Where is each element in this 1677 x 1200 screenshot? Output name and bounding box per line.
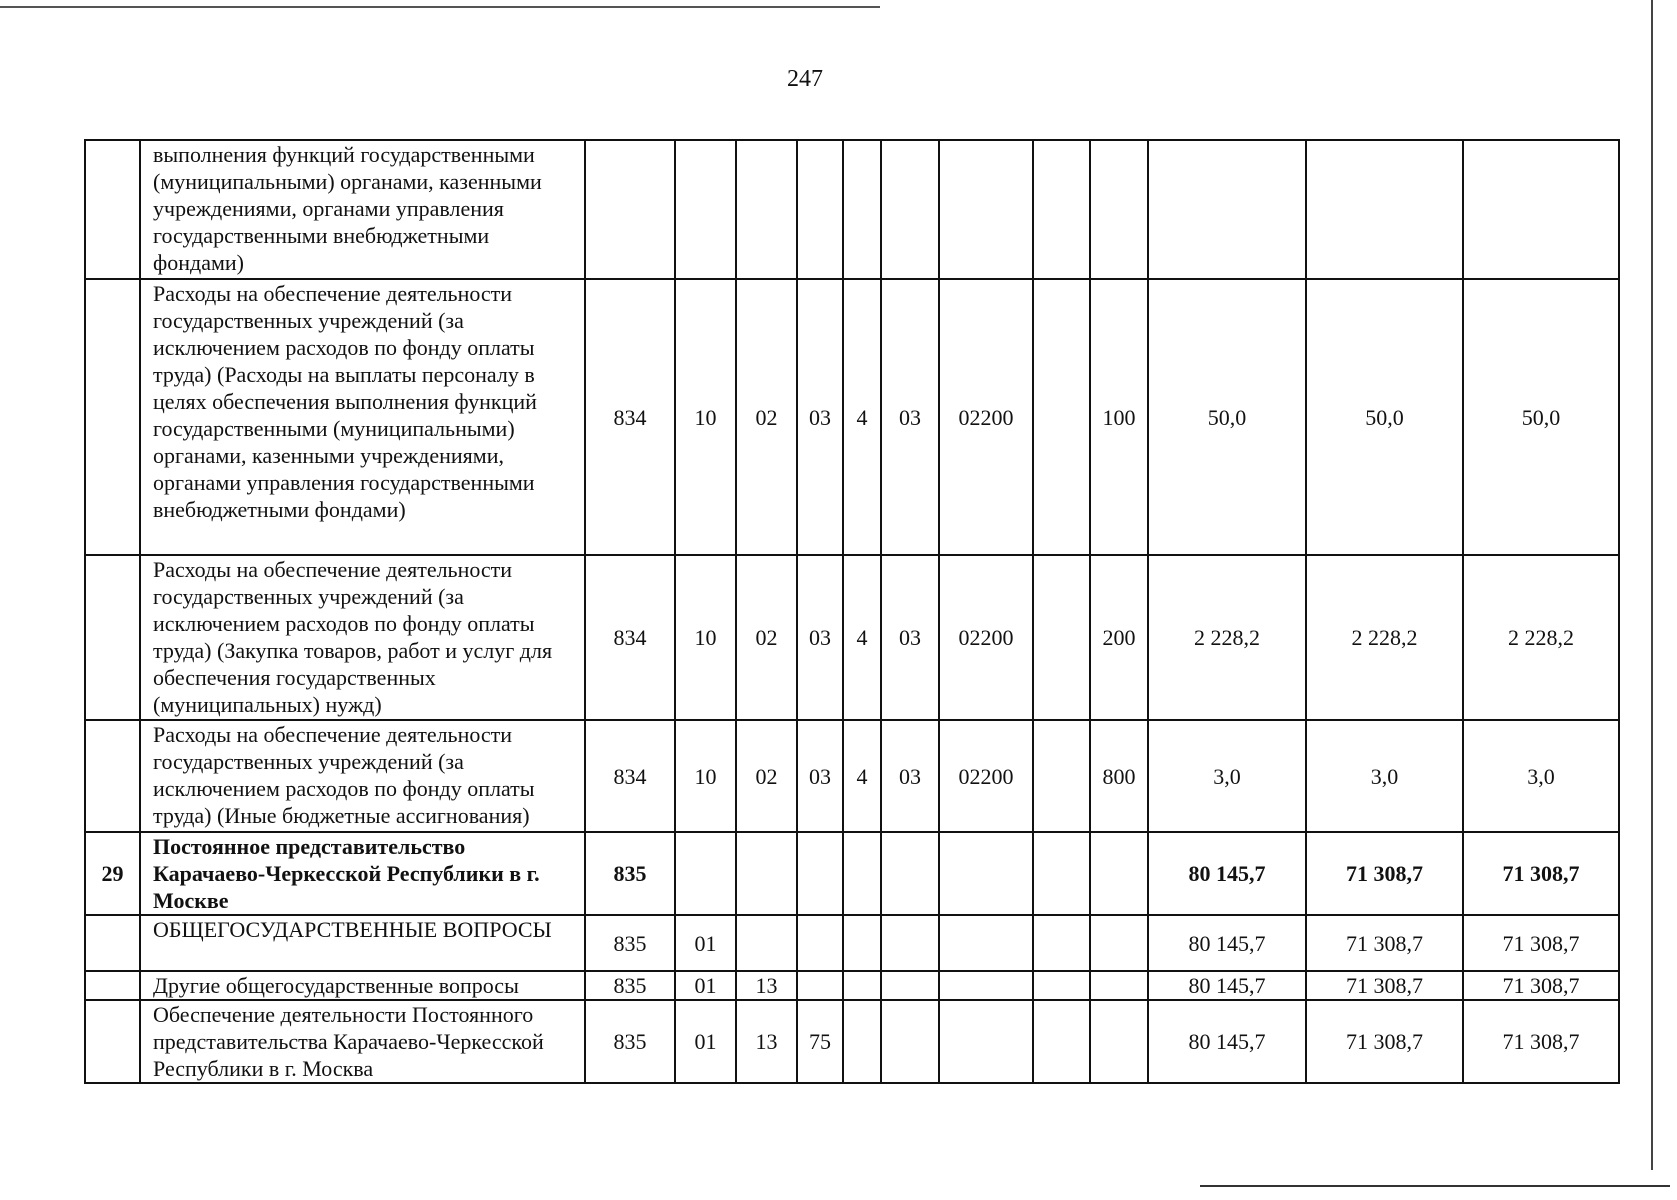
code-subsection — [736, 140, 797, 279]
code-program-type — [843, 915, 881, 971]
scan-edge-bottom — [1200, 1185, 1670, 1187]
code-subsection: 02 — [736, 555, 797, 720]
code-extra — [1033, 1000, 1090, 1083]
code-expense-type — [1090, 140, 1148, 279]
code-subprogram — [881, 1000, 939, 1083]
table-row — [85, 832, 1619, 915]
code-expense-type — [1090, 1000, 1148, 1083]
code-section — [675, 140, 736, 279]
table-row — [85, 720, 1619, 832]
code-expense-type — [1090, 915, 1148, 971]
code-subsection: 02 — [736, 279, 797, 555]
amount-year-1: 2 228,2 — [1148, 555, 1306, 720]
code-direction: 02200 — [939, 555, 1033, 720]
table-row — [85, 971, 1619, 1000]
code-department: 835 — [585, 971, 675, 1000]
code-expense-type — [1090, 971, 1148, 1000]
scan-edge-top — [0, 6, 880, 8]
amount-year-1 — [1148, 140, 1306, 279]
code-direction: 02200 — [939, 279, 1033, 555]
code-subsection — [736, 832, 797, 915]
amount-year-1: 80 145,7 — [1148, 915, 1306, 971]
amount-year-3: 71 308,7 — [1463, 832, 1619, 915]
code-program: 03 — [797, 555, 843, 720]
amount-year-2: 2 228,2 — [1306, 555, 1463, 720]
amount-year-1: 80 145,7 — [1148, 971, 1306, 1000]
code-program — [797, 140, 843, 279]
code-direction — [939, 140, 1033, 279]
code-expense-type — [1090, 832, 1148, 915]
code-direction: 02200 — [939, 720, 1033, 832]
amount-year-3: 71 308,7 — [1463, 915, 1619, 971]
amount-year-2: 71 308,7 — [1306, 1000, 1463, 1083]
code-program-type — [843, 140, 881, 279]
row-description: Расходы на обеспечение деятельности государственных учреждений (за исключением расходов по фонду оплаты труда) (Расходы на выплаты персоналу в целях обеспечения выполнения функций государственными (муниципальными) органами, казенными учреждениями, органами управления государственными внебюджетными фондами) — [140, 279, 585, 555]
code-program-type — [843, 832, 881, 915]
code-subprogram: 03 — [881, 279, 939, 555]
code-extra — [1033, 140, 1090, 279]
code-department: 835 — [585, 915, 675, 971]
code-subsection: 13 — [736, 971, 797, 1000]
row-number — [85, 279, 140, 555]
row-description: Другие общегосударственные вопросы — [140, 971, 585, 1000]
code-subprogram — [881, 915, 939, 971]
table-row — [85, 1000, 1619, 1083]
row-number — [85, 140, 140, 279]
amount-year-3: 2 228,2 — [1463, 555, 1619, 720]
code-subsection: 13 — [736, 1000, 797, 1083]
amount-year-1: 80 145,7 — [1148, 1000, 1306, 1083]
amount-year-1: 50,0 — [1148, 279, 1306, 555]
code-subprogram: 03 — [881, 555, 939, 720]
code-program-type: 4 — [843, 555, 881, 720]
code-direction — [939, 832, 1033, 915]
amount-year-2: 50,0 — [1306, 279, 1463, 555]
code-section — [675, 832, 736, 915]
table-row — [85, 555, 1619, 720]
code-subsection: 02 — [736, 720, 797, 832]
budget-table — [84, 139, 1620, 1084]
amount-year-3: 71 308,7 — [1463, 971, 1619, 1000]
code-extra — [1033, 971, 1090, 1000]
amount-year-2: 71 308,7 — [1306, 832, 1463, 915]
amount-year-2: 3,0 — [1306, 720, 1463, 832]
code-subsection — [736, 915, 797, 971]
code-section: 01 — [675, 1000, 736, 1083]
budget-table-body — [85, 140, 1619, 1083]
code-expense-type: 200 — [1090, 555, 1148, 720]
code-direction — [939, 1000, 1033, 1083]
row-number: 29 — [85, 832, 140, 915]
code-extra — [1033, 832, 1090, 915]
code-extra — [1033, 555, 1090, 720]
code-section: 10 — [675, 279, 736, 555]
code-program-type: 4 — [843, 720, 881, 832]
row-description: Обеспечение деятельности Постоянного представительства Карачаево-Черкесской Республики в г. Москва — [140, 1000, 585, 1083]
table-row — [85, 279, 1619, 555]
amount-year-3 — [1463, 140, 1619, 279]
row-number — [85, 915, 140, 971]
table-row — [85, 140, 1619, 279]
amount-year-3: 71 308,7 — [1463, 1000, 1619, 1083]
code-expense-type: 100 — [1090, 279, 1148, 555]
code-department: 835 — [585, 832, 675, 915]
code-expense-type: 800 — [1090, 720, 1148, 832]
code-section: 10 — [675, 555, 736, 720]
row-description: Расходы на обеспечение деятельности государственных учреждений (за исключением расходов по фонду оплаты труда) (Закупка товаров, работ и услуг для обеспечения государственных (муниципальных) нужд) — [140, 555, 585, 720]
amount-year-3: 3,0 — [1463, 720, 1619, 832]
amount-year-3: 50,0 — [1463, 279, 1619, 555]
amount-year-2: 71 308,7 — [1306, 915, 1463, 971]
code-subprogram — [881, 140, 939, 279]
code-department — [585, 140, 675, 279]
code-program-type — [843, 971, 881, 1000]
row-description: выполнения функций государственными (муниципальными) органами, казенными учреждениями, органами управления государственными внебюджетными фондами) — [140, 140, 585, 279]
code-direction — [939, 971, 1033, 1000]
code-extra — [1033, 915, 1090, 971]
code-program-type — [843, 1000, 881, 1083]
code-extra — [1033, 720, 1090, 832]
page-number: 247 — [787, 66, 823, 92]
code-section: 01 — [675, 915, 736, 971]
code-program — [797, 832, 843, 915]
code-subprogram — [881, 832, 939, 915]
row-number — [85, 720, 140, 832]
code-section: 10 — [675, 720, 736, 832]
amount-year-2: 71 308,7 — [1306, 971, 1463, 1000]
row-number — [85, 971, 140, 1000]
code-program-type: 4 — [843, 279, 881, 555]
amount-year-1: 80 145,7 — [1148, 832, 1306, 915]
code-extra — [1033, 279, 1090, 555]
row-description: Постоянное представительство Карачаево-Черкесской Республики в г. Москве — [140, 832, 585, 915]
code-program: 03 — [797, 279, 843, 555]
row-number — [85, 1000, 140, 1083]
code-department: 834 — [585, 555, 675, 720]
code-program: 03 — [797, 720, 843, 832]
code-department: 834 — [585, 279, 675, 555]
code-department: 835 — [585, 1000, 675, 1083]
code-section: 01 — [675, 971, 736, 1000]
row-description: ОБЩЕГОСУДАРСТВЕННЫЕ ВОПРОСЫ — [140, 915, 585, 971]
code-direction — [939, 915, 1033, 971]
code-subprogram — [881, 971, 939, 1000]
row-number — [85, 555, 140, 720]
code-subprogram: 03 — [881, 720, 939, 832]
amount-year-2 — [1306, 140, 1463, 279]
code-program: 75 — [797, 1000, 843, 1083]
code-program — [797, 971, 843, 1000]
amount-year-1: 3,0 — [1148, 720, 1306, 832]
scan-edge-right — [1651, 0, 1653, 1170]
table-row — [85, 915, 1619, 971]
code-program — [797, 915, 843, 971]
row-description: Расходы на обеспечение деятельности государственных учреждений (за исключением расходов по фонду оплаты труда) (Иные бюджетные ассигнования) — [140, 720, 585, 832]
code-department: 834 — [585, 720, 675, 832]
